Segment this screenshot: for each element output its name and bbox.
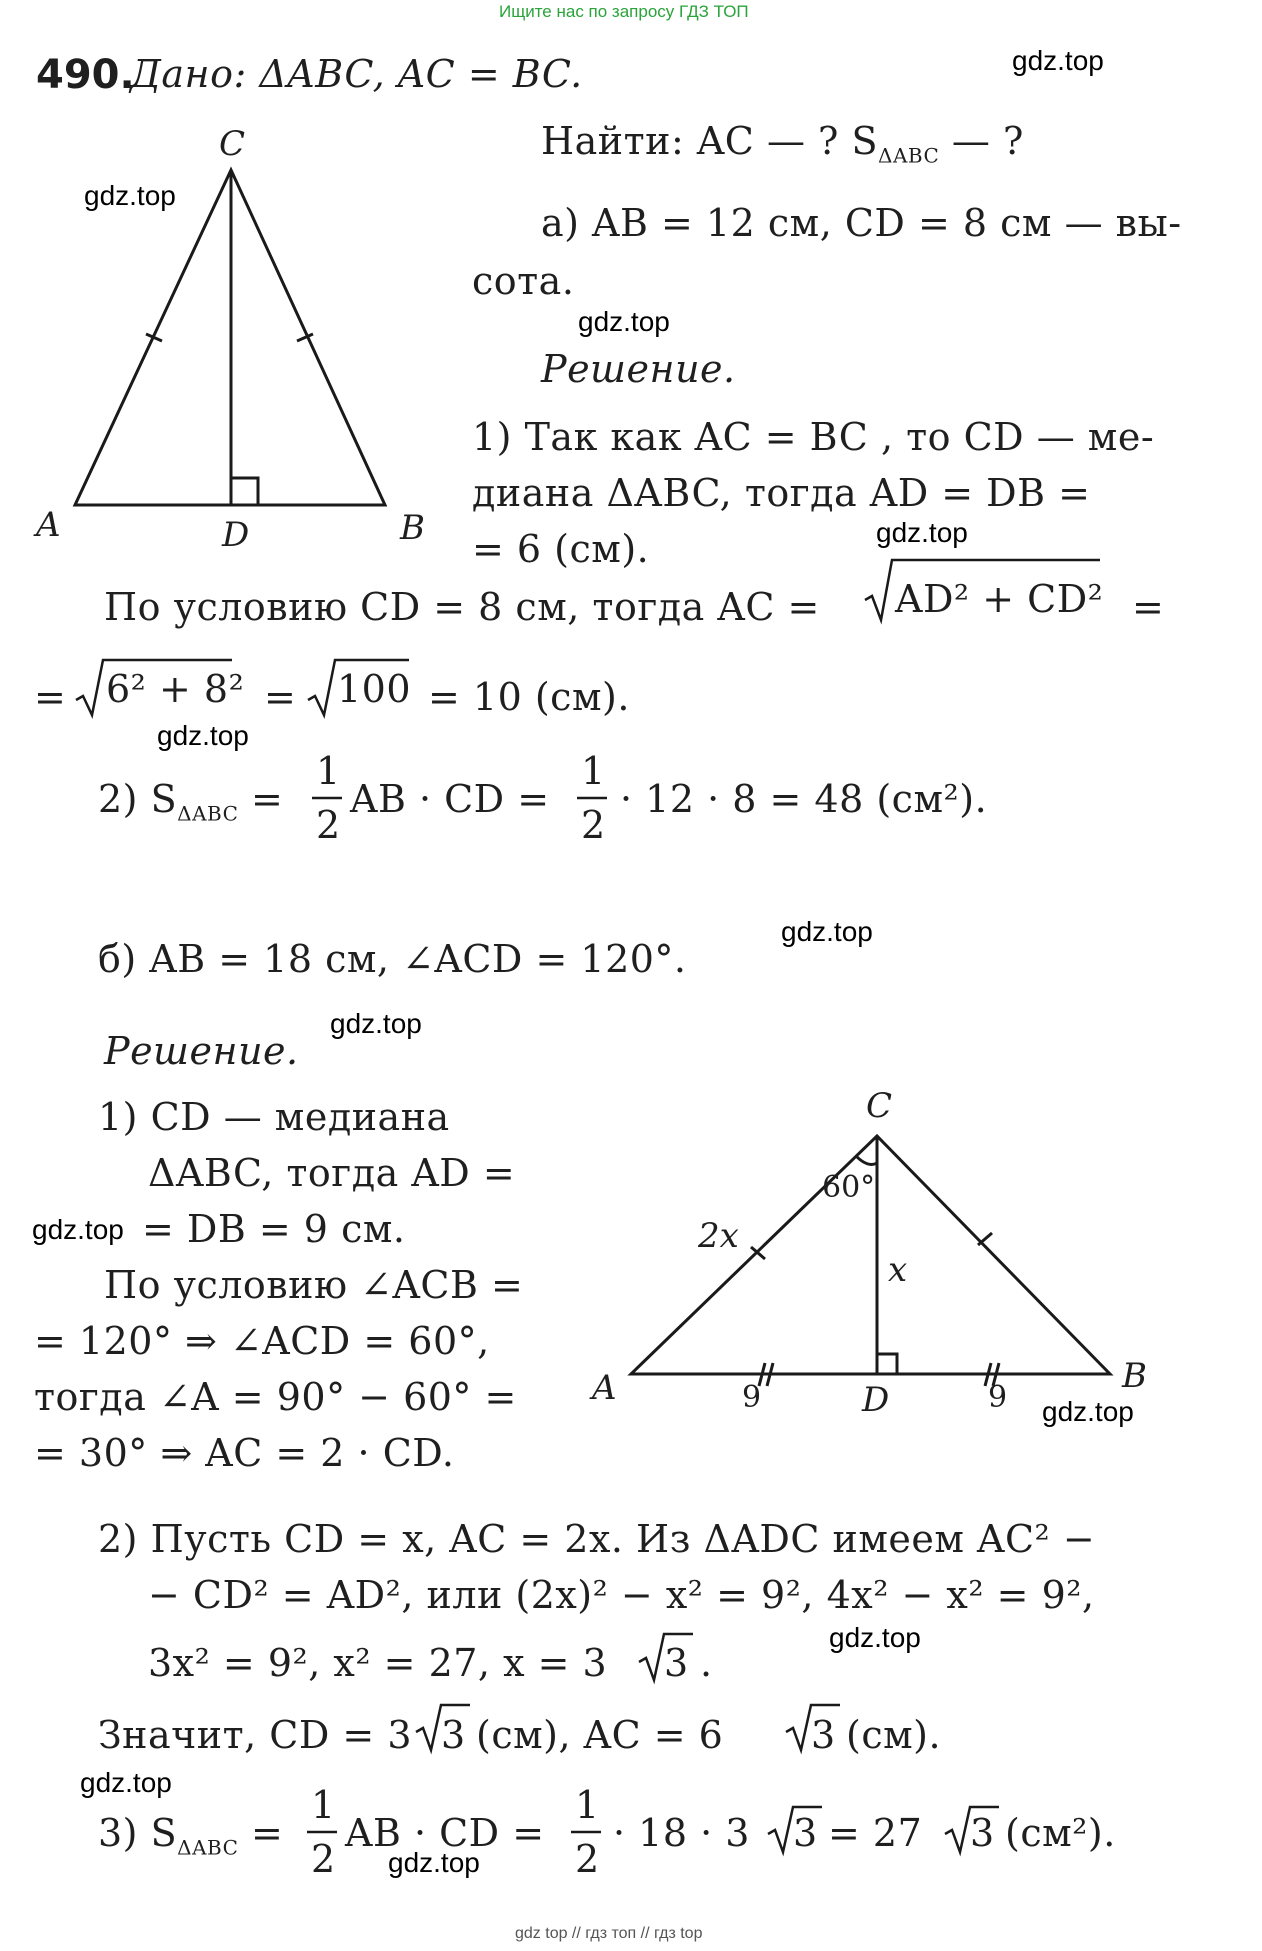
part-b-s3-end-c: (см²). bbox=[1005, 1811, 1116, 1855]
part-a-step1-line1: 1) Так как AC = BC , то CD — ме- bbox=[472, 415, 1155, 459]
watermark: gdz.top bbox=[84, 180, 176, 211]
angle-arc bbox=[856, 1156, 877, 1164]
watermark: gdz.top bbox=[157, 720, 249, 751]
vertex-label-a-2: A bbox=[592, 1368, 617, 1408]
part-b-s3: 3) $S_{\Delta ABC}$ = bbox=[98, 1811, 284, 1860]
watermark: gdz.top bbox=[876, 517, 968, 548]
part-b-s1-line5: = 120° ⇒ ∠ACD = 60°, bbox=[34, 1319, 490, 1363]
part-b-s3-end-a: · 18 · 3 bbox=[613, 1811, 750, 1855]
part-a-step1-line3: = 6 (см). bbox=[472, 527, 650, 571]
radicand: 3 bbox=[664, 1641, 689, 1685]
header-search-hint: Ищите нас по запросу ГДЗ ТОП bbox=[499, 2, 749, 21]
segment-label-ad: 9 bbox=[742, 1380, 762, 1415]
vertex-label-d-2: D bbox=[862, 1380, 890, 1420]
right-angle-mark bbox=[231, 478, 258, 505]
problem-number: 490. bbox=[36, 52, 135, 98]
fraction-denominator: 2 bbox=[581, 803, 606, 847]
part-a-solution-title: Решение. bbox=[541, 347, 736, 391]
watermark: gdz.top bbox=[781, 916, 873, 947]
part-b-s1-line1: 1) CD — медиана bbox=[98, 1095, 450, 1139]
watermark: gdz.top bbox=[388, 1847, 480, 1878]
radicand: 3 bbox=[970, 1811, 995, 1855]
part-b-solution-title: Решение. bbox=[104, 1029, 299, 1073]
part-b-s3-mid: AB · CD = bbox=[345, 1811, 545, 1855]
period: . bbox=[700, 1641, 713, 1685]
watermark: gdz.top bbox=[1042, 1396, 1134, 1427]
part-a-step2-mid: AB · CD = bbox=[350, 777, 550, 821]
fraction-numerator: 1 bbox=[581, 749, 606, 793]
part-b-s1-line6: тогда ∠A = 90° − 60° = bbox=[34, 1375, 517, 1419]
part-b-s1-line3: = DB = 9 см. bbox=[142, 1207, 406, 1251]
part-b-s2-line4b: (см), AC = 6 bbox=[476, 1713, 724, 1757]
part-b-s2-line3: 3x² = 9², x² = 27, x = 3 bbox=[148, 1641, 608, 1685]
right-angle-mark-2 bbox=[877, 1354, 897, 1374]
watermark: gdz.top bbox=[32, 1214, 124, 1245]
watermark: gdz.top bbox=[578, 306, 670, 337]
part-b-s2-line4a: Значит, CD = 3 bbox=[98, 1713, 413, 1757]
watermark: gdz.top bbox=[1012, 45, 1104, 76]
tick-bc-2 bbox=[978, 1233, 992, 1245]
equals: = bbox=[34, 675, 67, 719]
radicand: 3 bbox=[811, 1713, 836, 1757]
vertex-label-c: C bbox=[219, 124, 246, 164]
part-b-condition: б) AB = 18 см, ∠ACD = 120°. bbox=[98, 937, 687, 981]
vertex-label-b-2: B bbox=[1122, 1356, 1147, 1396]
part-b-s2-line4c: (см). bbox=[846, 1713, 942, 1757]
equals: = bbox=[264, 675, 297, 719]
fraction-denominator: 2 bbox=[316, 803, 341, 847]
fraction-numerator: 1 bbox=[311, 1783, 336, 1827]
part-a-condition: а) AB = 12 см, CD = 8 см — вы- bbox=[541, 201, 1182, 245]
part-a-step1-result: = 10 (см). bbox=[428, 675, 630, 719]
part-b-s1-line2: ΔABC, тогда AD = bbox=[148, 1151, 516, 1195]
part-b-s2-line1: 2) Пусть CD = x, AC = 2x. Из ΔADC имеем AC² − bbox=[98, 1517, 1096, 1561]
angle-label: 60° bbox=[822, 1170, 876, 1205]
fraction-denominator: 2 bbox=[311, 1837, 336, 1881]
vertex-label-c-2: C bbox=[866, 1086, 893, 1126]
radicand: 3 bbox=[793, 1811, 818, 1855]
radicand: 3 bbox=[441, 1713, 466, 1757]
radicand: 100 bbox=[337, 667, 412, 711]
find-text: Найти: AC — ? $S_{\Delta ABC}$ — ? bbox=[541, 119, 1024, 168]
side-label-cd: x bbox=[888, 1250, 908, 1290]
fraction-numerator: 1 bbox=[316, 749, 341, 793]
part-b-s3-end-b: = 27 bbox=[828, 1811, 923, 1855]
part-a-step1-line4: По условию CD = 8 см, тогда AC = bbox=[104, 585, 820, 629]
part-a-condition-2: сота. bbox=[472, 259, 575, 303]
part-b-s1-line7: = 30° ⇒ AC = 2 · CD. bbox=[34, 1431, 455, 1475]
radicand: AD² + CD² bbox=[895, 577, 1104, 621]
side-label-ac: 2x bbox=[698, 1216, 739, 1256]
watermark: gdz.top bbox=[330, 1008, 422, 1039]
segment-label-db: 9 bbox=[988, 1380, 1008, 1415]
part-a-step1-line2: диана ΔABC, тогда AD = DB = bbox=[472, 471, 1091, 515]
given-text: Дано: ΔABC, AC = BC. bbox=[130, 52, 583, 96]
part-b-s2-line2: − CD² = AD², или (2x)² − x² = 9², 4x² − x² = 9², bbox=[148, 1573, 1095, 1617]
part-a-step2-end: · 12 · 8 = 48 (см²). bbox=[620, 777, 988, 821]
equals: = bbox=[1132, 585, 1165, 629]
part-a-step2: 2) $S_{\Delta ABC}$ = bbox=[98, 777, 284, 826]
fraction-numerator: 1 bbox=[575, 1783, 600, 1827]
footer-links: gdz top // гдз топ // гдз top bbox=[515, 1925, 703, 1942]
watermark: gdz.top bbox=[80, 1767, 172, 1798]
fraction-denominator: 2 bbox=[575, 1837, 600, 1881]
vertex-label-b: B bbox=[400, 508, 425, 548]
vertex-label-a: A bbox=[36, 505, 61, 545]
radicand: 6² + 8² bbox=[106, 667, 245, 711]
part-b-s1-line4: По условию ∠ACB = bbox=[104, 1263, 524, 1307]
watermark: gdz.top bbox=[829, 1622, 921, 1653]
vertex-label-d: D bbox=[222, 515, 250, 555]
